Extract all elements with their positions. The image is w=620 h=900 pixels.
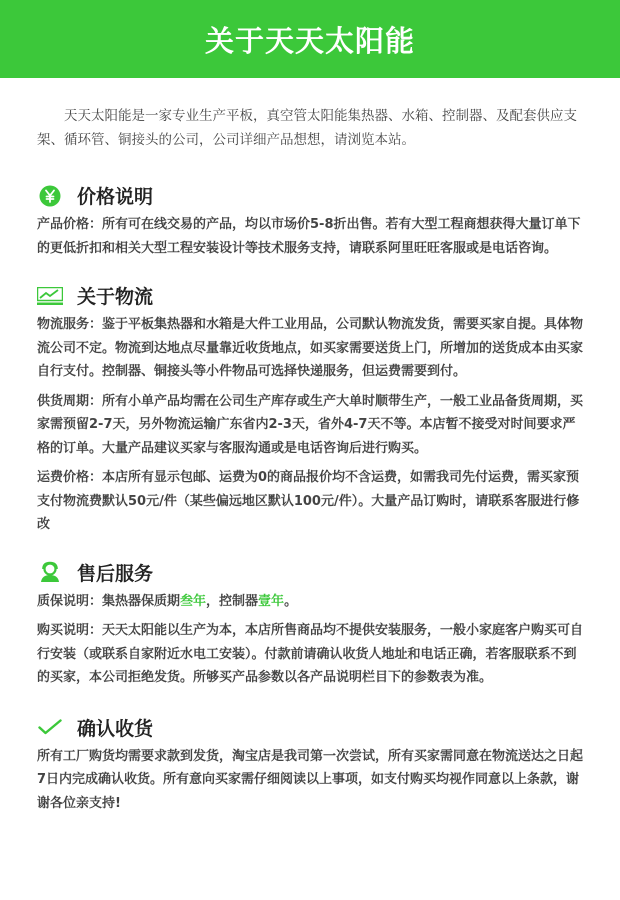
logistics-title-label: 关于物流 [77,286,154,308]
warranty-controller-years: 壹年 [258,593,285,609]
checkmark-icon [37,716,63,738]
logistics-service-paragraph: 物流服务：鉴于平板集热器和水箱是大件工业用品，公司默认物流发货，需要买家自提。具体物流公司不定。物流到达地点尽量靠近收货地点，如买家需要送货上门，所增加的送货成本由买家自行支付。控制器、铜接头等小件物品可选择快递服务，但运费需要到付。 [37,317,584,379]
purchase-paragraph: 购买说明：天天太阳能以生产为本，本店所售商品均不提供安装服务，一般小家庭客户购买可自行安装（或联系自家附近水电工安装）。付款前请确认收货人地址和电话正确，若客服联系不到的买家，本公司拒绝发货。所够买产品参数以各产品说明栏目下的参数表为准。 [37,623,584,685]
confirm-title-label: 确认收货 [77,717,154,740]
logistics-section-title [37,282,588,309]
warranty-paragraph [37,590,588,614]
price-paragraph: 产品价格：所有可在线交易的产品，均以市场价5-8折出售。若有大型工程商想获得大量订单下的更低折扣和相关大型工程安装设计等技术服务支持，请联系阿里旺旺客服或是电话咨询。 [37,217,581,256]
after-sales-section-title [37,559,588,586]
chart-icon [37,285,63,307]
page-header [0,0,620,78]
price-section-title [37,182,588,209]
shipping-fee-paragraph: 运费价格：本店所有显示包邮、运费为0的商品报价均不含运费，如需我司先付运费，需买家预支付物流费默认50元/件（某些偏远地区默认100元/件）。大量产品订购时，请联系客服进行修改 [37,470,580,532]
warranty-suffix: 。 [284,593,298,609]
confirm-section-title [37,714,588,741]
intro-text: 天天太阳能是一家专业生产平板，真空管太阳能集热器、水箱、控制器、及配套供应支架、循环管、铜接头的公司，公司详细产品想想，请浏览本站。 [37,108,577,148]
price-section [0,182,620,260]
customer-service-icon [37,561,63,583]
yen-icon [37,185,63,207]
warranty-collector-years: 叁年 [180,593,207,609]
confirm-paragraph: 所有工厂购货均需要求款到发货，淘宝店是我司第一次尝试，所有买家需同意在物流送达之日起7日内完成确认收货。所有意向买家需仔细阅读以上事项，如支付购买均视作同意以上条款，谢谢各位亲支持! [37,748,584,811]
logistics-section [0,282,620,537]
page-title: 关于天天太阳能 [204,23,415,58]
supply-cycle-paragraph: 供货周期：所有小单产品均需在公司生产库存或生产大单时顺带生产，一般工业品备货周期，买家需预留2-7天，另外物流运输广东省内2-3天，省外4-7天不等。本店暂不接受对时间要求严格的订单。大量产品建议买家与客服沟通或是电话咨询后进行购买。 [37,393,584,456]
after-sales-title-label: 售后服务 [77,562,154,585]
confirm-section [0,714,620,816]
price-title-label: 价格说明 [77,186,154,208]
warranty-mid: ，控制器 [206,593,259,609]
after-sales-section [0,559,620,690]
warranty-prefix: 质保说明：集热器保质期 [37,593,181,609]
